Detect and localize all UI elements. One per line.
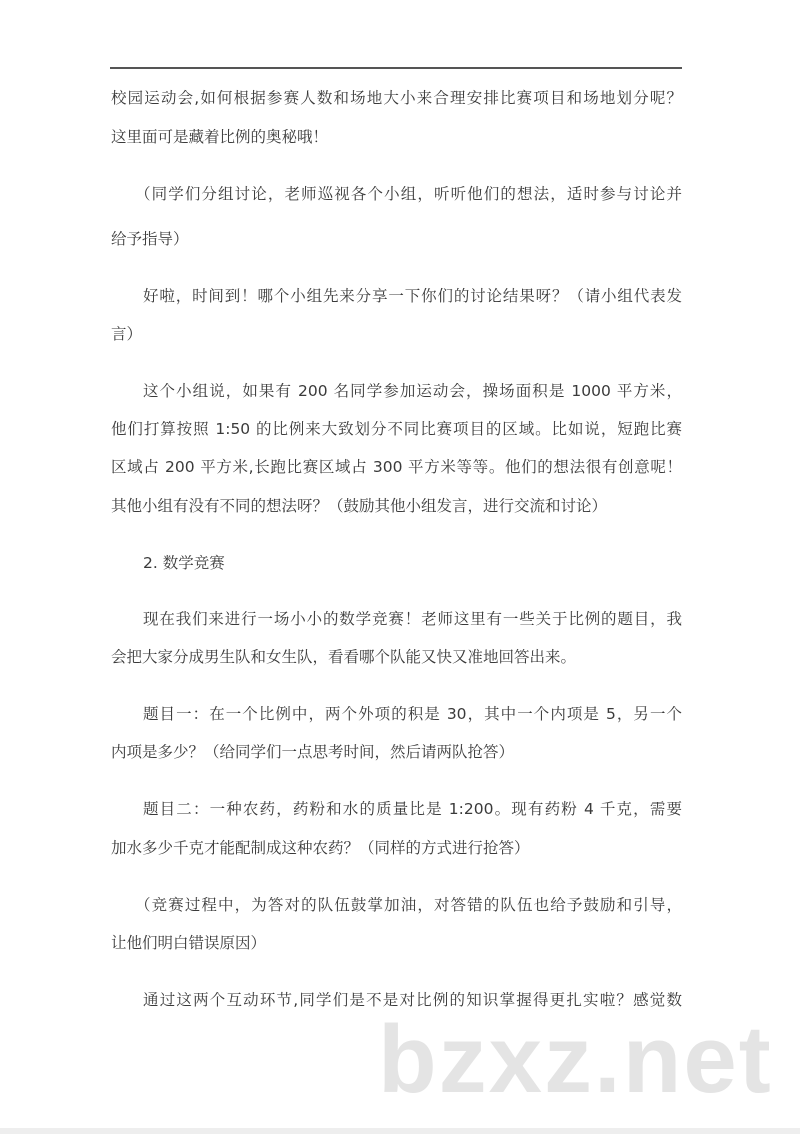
text-line: 现在我们来进行一场小小的数学竞赛！老师这里有一些关于比例的题目，我 — [143, 610, 682, 628]
watermark: bzxz.net — [378, 1006, 773, 1113]
section-heading: 2. 数学竞赛 — [143, 554, 225, 572]
page-bottom-edge — [0, 1128, 800, 1134]
text-line: 让他们明白错误原因） — [111, 934, 267, 952]
text-line: （同学们分组讨论，老师巡视各个小组，听听他们的想法，适时参与讨论并 — [135, 185, 682, 203]
text-line: 会把大家分成男生队和女生队，看看哪个队能又快又准地回答出来。 — [111, 648, 577, 666]
text-line: 好啦，时间到！哪个小组先来分享一下你们的讨论结果呀？（请小组代表发 — [143, 287, 682, 305]
text-line: 通过这两个互动环节,同学们是不是对比例的知识掌握得更扎实啦？感觉数 — [143, 991, 682, 1009]
text-line: 题目一：在一个比例中，两个外项的积是 30，其中一个内项是 5，另一个 — [143, 705, 682, 723]
text-line: 题目二：一种农药，药粉和水的质量比是 1:200。现有药粉 4 千克，需要 — [143, 800, 682, 818]
text-line: 给予指导） — [111, 230, 189, 248]
text-line: 内项是多少？（给同学们一点思考时间，然后请两队抢答） — [111, 743, 515, 761]
text-line: 这里面可是藏着比例的奥秘哦！ — [111, 128, 329, 146]
text-line: 他们打算按照 1:50 的比例来大致划分不同比赛项目的区域。比如说，短跑比赛 — [111, 420, 682, 438]
text-line: 这个小组说，如果有 200 名同学参加运动会，操场面积是 1000 平方米， — [143, 382, 682, 400]
text-line: 区域占 200 平方米,长跑比赛区域占 300 平方米等等。他们的想法很有创意呢！ — [111, 458, 682, 476]
text-line: 其他小组有没有不同的想法呀？（鼓励其他小组发言，进行交流和讨论） — [111, 497, 608, 515]
text-line: （竞赛过程中，为答对的队伍鼓掌加油，对答错的队伍也给予鼓励和引导， — [135, 896, 682, 914]
text-line: 言） — [111, 325, 143, 343]
text-line: 加水多少千克才能配制成这种农药？（同样的方式进行抢答） — [111, 839, 530, 857]
text-line: 校园运动会,如何根据参赛人数和场地大小来合理安排比赛项目和场地划分呢？ — [111, 89, 682, 107]
header-rule — [110, 67, 682, 69]
